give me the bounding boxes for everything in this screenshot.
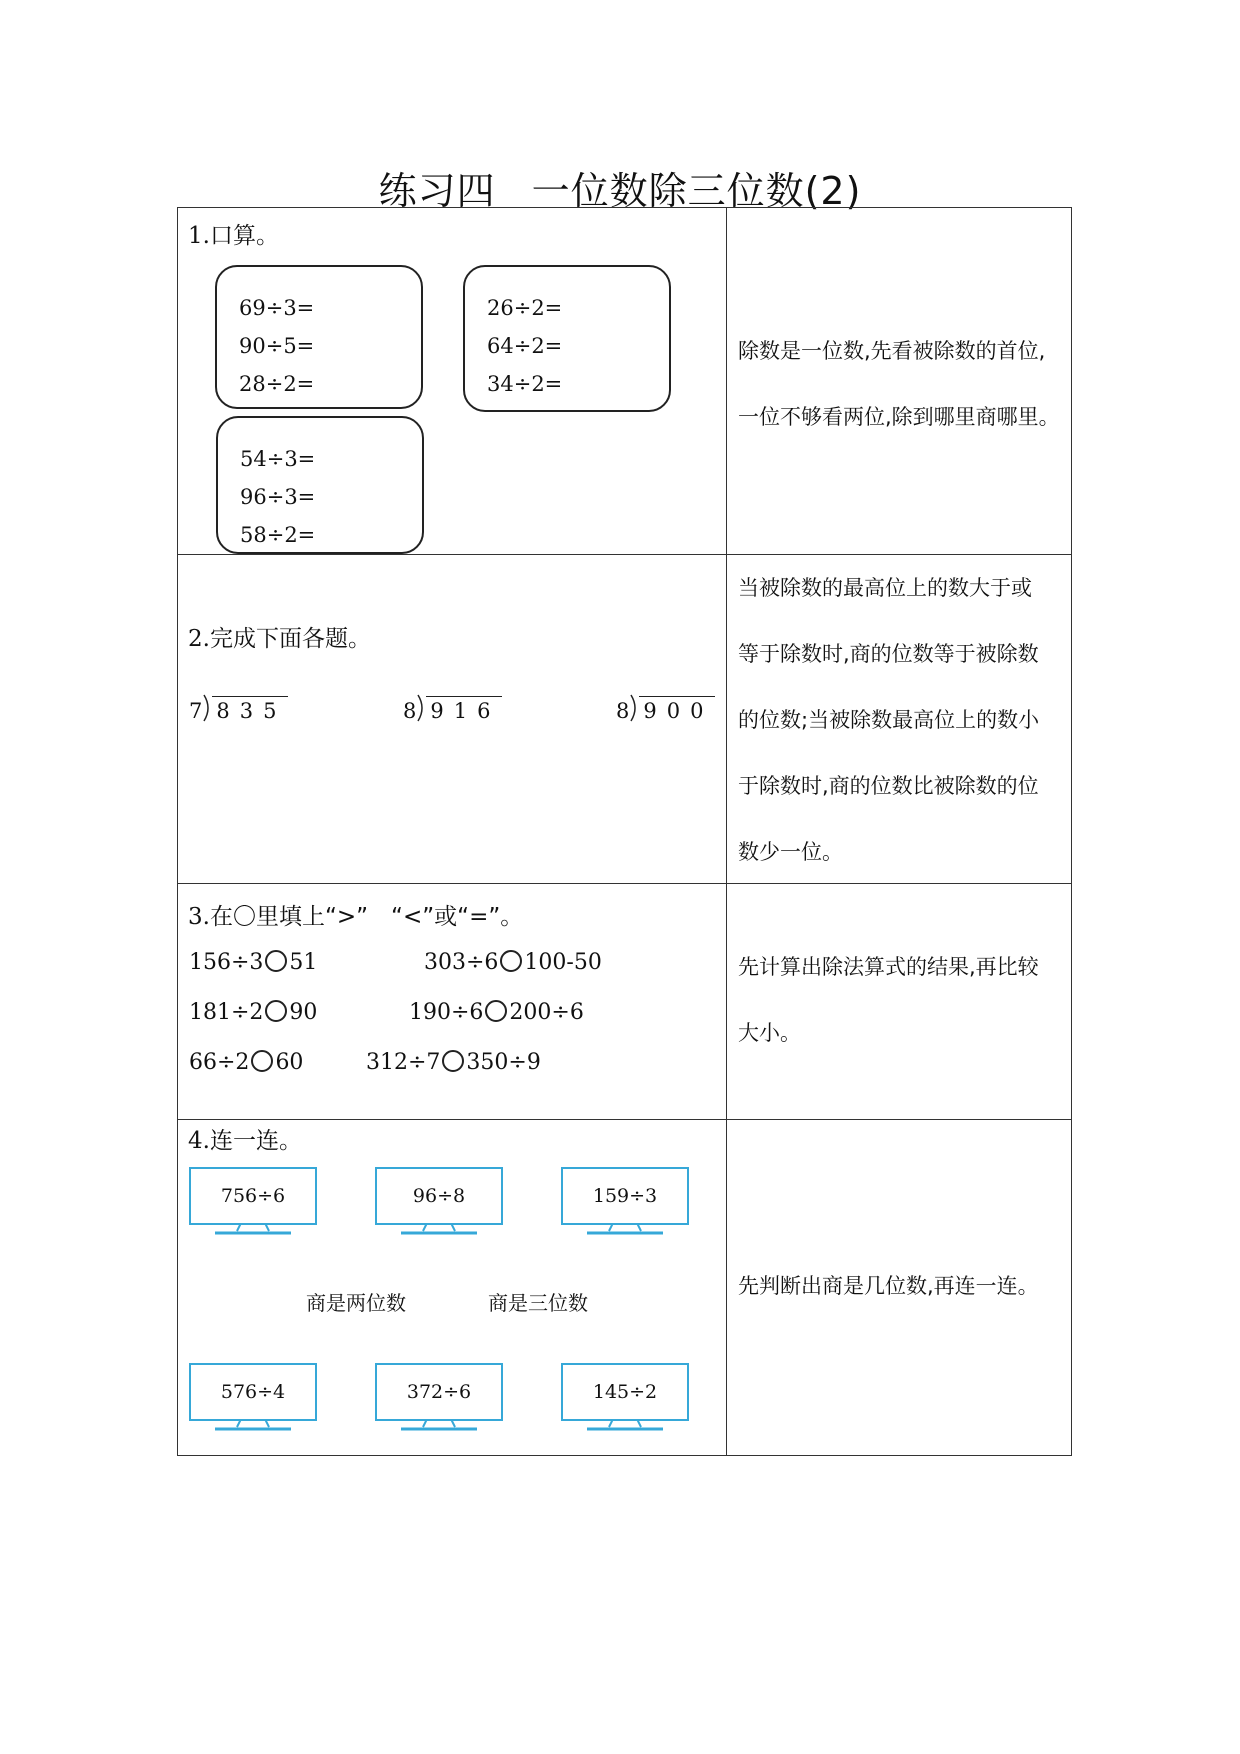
monitor-card[interactable] — [561, 1167, 689, 1239]
q1-label: 口算。 — [209, 223, 279, 249]
long-division-2 — [403, 695, 502, 723]
tip-line: 大小。 — [738, 1021, 801, 1045]
compare-item-5 — [189, 1050, 303, 1075]
divisor: 8 — [403, 699, 417, 723]
q1-heading — [188, 217, 279, 250]
category-two-digit[interactable]: 商是两位数 — [306, 1291, 406, 1315]
answer-circle[interactable] — [265, 1000, 287, 1022]
compare-item-1 — [189, 950, 317, 975]
monitor-card[interactable] — [561, 1363, 689, 1435]
monitor-stand-icon — [375, 1223, 503, 1239]
monitor-stand-icon — [561, 1419, 689, 1435]
monitor-expression: 159÷3 — [592, 1185, 658, 1207]
compare-left: 181÷2 — [189, 1000, 264, 1025]
tip-line: 除数是一位数,先看被除数的首位, — [738, 339, 1046, 363]
monitor-card[interactable] — [189, 1167, 317, 1239]
monitor-stand-icon — [189, 1223, 317, 1239]
calc-item: 96÷3= — [240, 485, 316, 509]
q2-number: 2. — [188, 626, 210, 652]
monitor-card[interactable] — [189, 1363, 317, 1435]
tip-line: 先计算出除法算式的结果,再比较 — [738, 955, 1039, 979]
monitor-card[interactable] — [375, 1363, 503, 1435]
q4-number: 4. — [188, 1128, 210, 1154]
calc-item: 28÷2= — [239, 372, 315, 396]
compare-left: 66÷2 — [189, 1050, 250, 1075]
answer-circle[interactable] — [500, 950, 522, 972]
divisor: 8 — [616, 699, 630, 723]
compare-left: 190÷6 — [409, 1000, 484, 1025]
monitor-expression: 372÷6 — [406, 1381, 472, 1403]
compare-left: 312÷7 — [366, 1050, 441, 1075]
compare-left: 303÷6 — [424, 950, 499, 975]
monitor-stand-icon — [561, 1223, 689, 1239]
compare-item-4 — [409, 1000, 584, 1025]
monitor-stand-icon — [189, 1419, 317, 1435]
calc-box-3 — [216, 416, 424, 554]
q3-heading — [188, 898, 523, 931]
compare-item-6 — [366, 1050, 541, 1075]
dividend: 916 — [426, 696, 502, 723]
calc-item: 34÷2= — [487, 372, 563, 396]
division-bracket-icon — [629, 695, 639, 723]
dividend: 835 — [212, 696, 288, 723]
q2-label: 完成下面各题。 — [209, 626, 371, 652]
division-bracket-icon — [416, 695, 426, 723]
answer-circle[interactable] — [485, 1000, 507, 1022]
calc-box-2 — [463, 265, 671, 412]
divisor: 7 — [189, 699, 203, 723]
row-divider-3 — [177, 1119, 1072, 1120]
q1-number: 1. — [188, 223, 210, 249]
compare-right: 51 — [289, 950, 318, 975]
compare-item-2 — [424, 950, 602, 975]
calc-item: 90÷5= — [239, 334, 315, 358]
tip-line: 先判断出商是几位数,再连一连。 — [738, 1274, 1039, 1298]
answer-circle[interactable] — [442, 1050, 464, 1072]
monitor-card[interactable] — [375, 1167, 503, 1239]
compare-right: 90 — [289, 1000, 318, 1025]
answer-circle[interactable] — [251, 1050, 273, 1072]
calc-box-1 — [215, 265, 423, 409]
tip-line: 当被除数的最高位上的数大于或 — [738, 576, 1032, 600]
long-division-1 — [189, 695, 288, 723]
tip-line: 于除数时,商的位数比被除数的位 — [738, 774, 1039, 798]
q1-tip — [738, 318, 1068, 450]
q2-heading — [188, 620, 371, 653]
title-sub: 一位数除三位数(2) — [531, 169, 862, 213]
compare-right: 350÷9 — [466, 1050, 541, 1075]
monitor-expression: 96÷8 — [412, 1185, 466, 1207]
division-bracket-icon — [202, 695, 212, 723]
dividend: 900 — [639, 696, 715, 723]
title-main: 练习四 — [378, 169, 496, 213]
answer-circle[interactable] — [265, 950, 287, 972]
compare-right: 200÷6 — [509, 1000, 584, 1025]
monitor-stand-icon — [375, 1419, 503, 1435]
q3-number: 3. — [188, 904, 210, 930]
tip-line: 一位不够看两位,除到哪里商哪里。 — [738, 405, 1060, 429]
q4-label: 连一连。 — [209, 1128, 302, 1154]
monitor-expression: 145÷2 — [592, 1381, 658, 1403]
compare-left: 156÷3 — [189, 950, 264, 975]
calc-item: 69÷3= — [239, 296, 315, 320]
compare-right: 60 — [275, 1050, 304, 1075]
category-three-digit[interactable]: 商是三位数 — [488, 1291, 588, 1315]
column-divider — [726, 207, 727, 1456]
tip-line: 等于除数时,商的位数等于被除数 — [738, 642, 1039, 666]
tip-line: 数少一位。 — [738, 840, 843, 864]
calc-item: 64÷2= — [487, 334, 563, 358]
calc-item: 54÷3= — [240, 447, 316, 471]
q2-tip — [738, 555, 1068, 885]
tip-line: 的位数;当被除数最高位上的数小 — [738, 708, 1040, 732]
q3-tip — [738, 934, 1068, 1066]
compare-right: 100-50 — [524, 950, 602, 975]
monitor-expression: 756÷6 — [220, 1185, 286, 1207]
calc-item: 58÷2= — [240, 523, 316, 547]
long-division-3 — [616, 695, 715, 723]
q4-heading — [188, 1122, 302, 1155]
monitor-expression: 576÷4 — [220, 1381, 286, 1403]
q3-label: 在〇里填上“>” “<”或“=”。 — [209, 904, 524, 930]
compare-item-3 — [189, 1000, 317, 1025]
calc-item: 26÷2= — [487, 296, 563, 320]
q4-tip — [738, 1253, 1068, 1319]
